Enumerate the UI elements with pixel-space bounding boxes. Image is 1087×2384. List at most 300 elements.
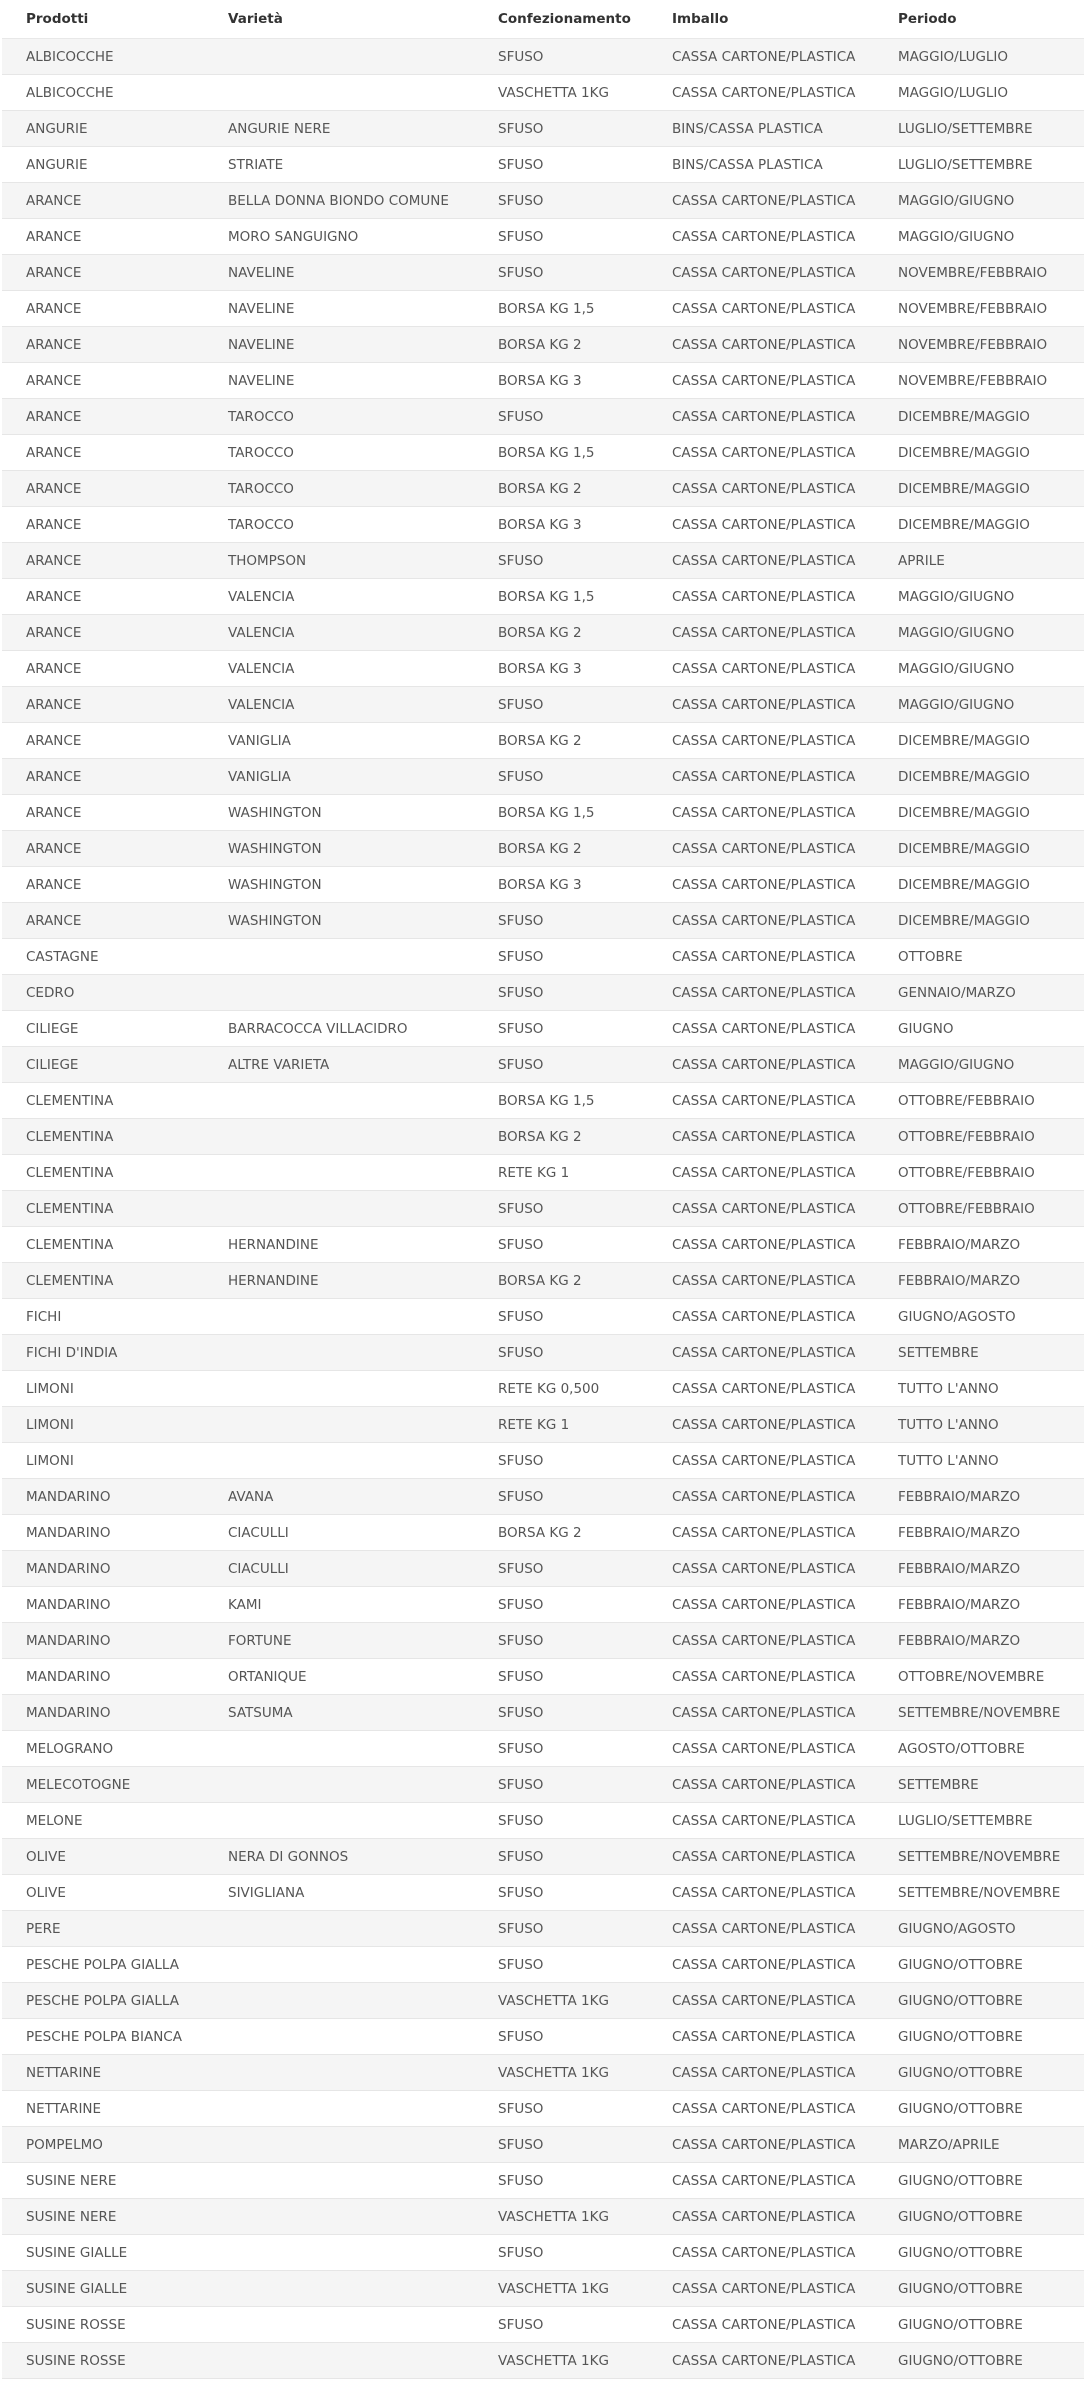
cell-periodo: SETTEMBRE/NOVEMBRE	[874, 1839, 1084, 1875]
cell-prodotto: ARANCE	[2, 399, 204, 435]
cell-varieta	[204, 2271, 474, 2307]
table-row	[2, 255, 1084, 291]
table-row	[2, 1803, 1084, 1839]
cell-imballo: CASSA CARTONE/PLASTICA	[648, 1479, 874, 1515]
table-row	[2, 507, 1084, 543]
cell-varieta	[204, 2343, 474, 2379]
cell-imballo: CASSA CARTONE/PLASTICA	[648, 831, 874, 867]
cell-varieta: VANIGLIA	[204, 723, 474, 759]
table-row	[2, 579, 1084, 615]
cell-imballo: CASSA CARTONE/PLASTICA	[648, 507, 874, 543]
cell-periodo: DICEMBRE/MAGGIO	[874, 435, 1084, 471]
cell-varieta: TAROCCO	[204, 435, 474, 471]
table-row	[2, 2163, 1084, 2199]
cell-varieta: BELLA DONNA BIONDO COMUNE	[204, 183, 474, 219]
cell-imballo: BINS/CASSA PLASTICA	[648, 111, 874, 147]
cell-periodo: FEBBRAIO/MARZO	[874, 1515, 1084, 1551]
cell-varieta	[204, 1731, 474, 1767]
cell-confezionamento: VASCHETTA 1KG	[474, 2271, 648, 2307]
cell-imballo: CASSA CARTONE/PLASTICA	[648, 1983, 874, 2019]
cell-confezionamento: BORSA KG 2	[474, 615, 648, 651]
cell-periodo: DICEMBRE/MAGGIO	[874, 471, 1084, 507]
table-row	[2, 399, 1084, 435]
cell-varieta: WASHINGTON	[204, 795, 474, 831]
cell-periodo: GIUGNO/OTTOBRE	[874, 2307, 1084, 2343]
cell-confezionamento: SFUSO	[474, 1731, 648, 1767]
table-row	[2, 219, 1084, 255]
cell-varieta: AVANA	[204, 1479, 474, 1515]
table-row	[2, 975, 1084, 1011]
cell-varieta	[204, 1911, 474, 1947]
cell-imballo: CASSA CARTONE/PLASTICA	[648, 759, 874, 795]
products-table	[2, 0, 1084, 2379]
cell-confezionamento: SFUSO	[474, 2091, 648, 2127]
cell-periodo: LUGLIO/SETTEMBRE	[874, 111, 1084, 147]
cell-prodotto: ARANCE	[2, 507, 204, 543]
column-header-varieta: Varietà	[204, 0, 474, 39]
cell-periodo: DICEMBRE/MAGGIO	[874, 507, 1084, 543]
cell-varieta	[204, 1119, 474, 1155]
cell-prodotto: ARANCE	[2, 183, 204, 219]
cell-periodo: DICEMBRE/MAGGIO	[874, 831, 1084, 867]
cell-confezionamento: VASCHETTA 1KG	[474, 75, 648, 111]
cell-periodo: GIUGNO/OTTOBRE	[874, 2271, 1084, 2307]
table-row	[2, 1155, 1084, 1191]
cell-varieta: VALENCIA	[204, 579, 474, 615]
cell-prodotto: MANDARINO	[2, 1515, 204, 1551]
cell-imballo: CASSA CARTONE/PLASTICA	[648, 1767, 874, 1803]
table-row	[2, 1911, 1084, 1947]
table-row	[2, 1875, 1084, 1911]
cell-prodotto: CLEMENTINA	[2, 1155, 204, 1191]
cell-imballo: CASSA CARTONE/PLASTICA	[648, 39, 874, 75]
cell-imballo: CASSA CARTONE/PLASTICA	[648, 399, 874, 435]
cell-prodotto: ANGURIE	[2, 111, 204, 147]
cell-confezionamento: BORSA KG 1,5	[474, 435, 648, 471]
cell-confezionamento: BORSA KG 1,5	[474, 795, 648, 831]
table-row	[2, 1083, 1084, 1119]
cell-varieta: NAVELINE	[204, 291, 474, 327]
cell-confezionamento: BORSA KG 2	[474, 831, 648, 867]
table-row	[2, 111, 1084, 147]
cell-confezionamento: BORSA KG 3	[474, 363, 648, 399]
cell-periodo: SETTEMBRE/NOVEMBRE	[874, 1695, 1084, 1731]
cell-varieta: BARRACOCCA VILLACIDRO	[204, 1011, 474, 1047]
cell-confezionamento: SFUSO	[474, 1875, 648, 1911]
cell-varieta: VALENCIA	[204, 687, 474, 723]
cell-prodotto: ARANCE	[2, 471, 204, 507]
cell-confezionamento: SFUSO	[474, 1299, 648, 1335]
table-row	[2, 1767, 1084, 1803]
table-row	[2, 2127, 1084, 2163]
cell-confezionamento: SFUSO	[474, 1803, 648, 1839]
cell-imballo: CASSA CARTONE/PLASTICA	[648, 2235, 874, 2271]
cell-imballo: CASSA CARTONE/PLASTICA	[648, 1695, 874, 1731]
cell-imballo: CASSA CARTONE/PLASTICA	[648, 435, 874, 471]
cell-prodotto: NETTARINE	[2, 2055, 204, 2091]
cell-periodo: MAGGIO/GIUGNO	[874, 579, 1084, 615]
cell-confezionamento: VASCHETTA 1KG	[474, 2199, 648, 2235]
cell-imballo: CASSA CARTONE/PLASTICA	[648, 579, 874, 615]
table-row	[2, 723, 1084, 759]
cell-imballo: CASSA CARTONE/PLASTICA	[648, 1047, 874, 1083]
cell-periodo: OTTOBRE	[874, 939, 1084, 975]
cell-varieta: WASHINGTON	[204, 903, 474, 939]
cell-confezionamento: SFUSO	[474, 1047, 648, 1083]
cell-periodo: GIUGNO/AGOSTO	[874, 1911, 1084, 1947]
cell-varieta: CIACULLI	[204, 1551, 474, 1587]
table-row	[2, 2019, 1084, 2055]
cell-confezionamento: BORSA KG 2	[474, 1263, 648, 1299]
cell-prodotto: ARANCE	[2, 759, 204, 795]
cell-imballo: CASSA CARTONE/PLASTICA	[648, 867, 874, 903]
cell-varieta	[204, 1083, 474, 1119]
cell-imballo: CASSA CARTONE/PLASTICA	[648, 1551, 874, 1587]
cell-periodo: APRILE	[874, 543, 1084, 579]
cell-varieta	[204, 1767, 474, 1803]
cell-periodo: TUTTO L'ANNO	[874, 1371, 1084, 1407]
cell-varieta: VALENCIA	[204, 651, 474, 687]
cell-periodo: NOVEMBRE/FEBBRAIO	[874, 363, 1084, 399]
cell-imballo: CASSA CARTONE/PLASTICA	[648, 2307, 874, 2343]
table-row	[2, 651, 1084, 687]
cell-periodo: NOVEMBRE/FEBBRAIO	[874, 255, 1084, 291]
cell-prodotto: ARANCE	[2, 867, 204, 903]
cell-confezionamento: VASCHETTA 1KG	[474, 2055, 648, 2091]
cell-confezionamento: SFUSO	[474, 1695, 648, 1731]
cell-imballo: CASSA CARTONE/PLASTICA	[648, 1875, 874, 1911]
cell-varieta	[204, 1803, 474, 1839]
table-row	[2, 795, 1084, 831]
cell-imballo: CASSA CARTONE/PLASTICA	[648, 1191, 874, 1227]
cell-periodo: MAGGIO/GIUGNO	[874, 219, 1084, 255]
cell-imballo: CASSA CARTONE/PLASTICA	[648, 2163, 874, 2199]
cell-periodo: GIUGNO/OTTOBRE	[874, 2343, 1084, 2379]
cell-imballo: CASSA CARTONE/PLASTICA	[648, 219, 874, 255]
cell-prodotto: CLEMENTINA	[2, 1119, 204, 1155]
cell-periodo: DICEMBRE/MAGGIO	[874, 903, 1084, 939]
cell-prodotto: CILIEGE	[2, 1011, 204, 1047]
cell-prodotto: CLEMENTINA	[2, 1083, 204, 1119]
cell-periodo: GIUGNO/OTTOBRE	[874, 2235, 1084, 2271]
table-row	[2, 1263, 1084, 1299]
cell-periodo: MARZO/APRILE	[874, 2127, 1084, 2163]
cell-varieta	[204, 1191, 474, 1227]
cell-confezionamento: BORSA KG 1,5	[474, 291, 648, 327]
cell-imballo: CASSA CARTONE/PLASTICA	[648, 2091, 874, 2127]
cell-prodotto: FICHI D'INDIA	[2, 1335, 204, 1371]
cell-periodo: LUGLIO/SETTEMBRE	[874, 1803, 1084, 1839]
table-row	[2, 1839, 1084, 1875]
cell-prodotto: ARANCE	[2, 903, 204, 939]
table-body	[2, 39, 1084, 2379]
cell-varieta	[204, 1371, 474, 1407]
table-header	[2, 0, 1084, 39]
cell-varieta: NERA DI GONNOS	[204, 1839, 474, 1875]
cell-confezionamento: RETE KG 0,500	[474, 1371, 648, 1407]
cell-imballo: CASSA CARTONE/PLASTICA	[648, 903, 874, 939]
cell-varieta: ORTANIQUE	[204, 1659, 474, 1695]
cell-varieta: WASHINGTON	[204, 831, 474, 867]
cell-confezionamento: SFUSO	[474, 1011, 648, 1047]
column-header-periodo: Periodo	[874, 0, 1084, 39]
table-row	[2, 1695, 1084, 1731]
cell-varieta: SIVIGLIANA	[204, 1875, 474, 1911]
cell-varieta: STRIATE	[204, 147, 474, 183]
cell-imballo: CASSA CARTONE/PLASTICA	[648, 2199, 874, 2235]
cell-prodotto: POMPELMO	[2, 2127, 204, 2163]
cell-confezionamento: SFUSO	[474, 219, 648, 255]
cell-confezionamento: BORSA KG 2	[474, 327, 648, 363]
table-row	[2, 1335, 1084, 1371]
cell-confezionamento: SFUSO	[474, 111, 648, 147]
table-row	[2, 543, 1084, 579]
cell-varieta	[204, 1407, 474, 1443]
cell-prodotto: MANDARINO	[2, 1623, 204, 1659]
cell-varieta: VANIGLIA	[204, 759, 474, 795]
table-row	[2, 2055, 1084, 2091]
cell-confezionamento: BORSA KG 3	[474, 507, 648, 543]
cell-prodotto: ARANCE	[2, 435, 204, 471]
cell-varieta	[204, 2307, 474, 2343]
table-row	[2, 147, 1084, 183]
cell-imballo: CASSA CARTONE/PLASTICA	[648, 471, 874, 507]
cell-prodotto: PESCHE POLPA GIALLA	[2, 1947, 204, 1983]
cell-varieta	[204, 39, 474, 75]
cell-periodo: MAGGIO/GIUGNO	[874, 1047, 1084, 1083]
cell-prodotto: ALBICOCCHE	[2, 39, 204, 75]
cell-varieta	[204, 1983, 474, 2019]
cell-prodotto: PESCHE POLPA GIALLA	[2, 1983, 204, 2019]
cell-prodotto: LIMONI	[2, 1371, 204, 1407]
cell-imballo: CASSA CARTONE/PLASTICA	[648, 723, 874, 759]
cell-periodo: NOVEMBRE/FEBBRAIO	[874, 291, 1084, 327]
column-header-confezionamento: Confezionamento	[474, 0, 648, 39]
cell-prodotto: MANDARINO	[2, 1587, 204, 1623]
header-row	[2, 0, 1084, 39]
cell-imballo: CASSA CARTONE/PLASTICA	[648, 651, 874, 687]
cell-prodotto: SUSINE GIALLE	[2, 2271, 204, 2307]
cell-varieta	[204, 1335, 474, 1371]
cell-confezionamento: BORSA KG 1,5	[474, 579, 648, 615]
cell-periodo: SETTEMBRE	[874, 1335, 1084, 1371]
cell-periodo: MAGGIO/GIUGNO	[874, 615, 1084, 651]
cell-periodo: NOVEMBRE/FEBBRAIO	[874, 327, 1084, 363]
cell-varieta	[204, 975, 474, 1011]
cell-varieta: VALENCIA	[204, 615, 474, 651]
table-row	[2, 759, 1084, 795]
cell-imballo: CASSA CARTONE/PLASTICA	[648, 939, 874, 975]
cell-imballo: CASSA CARTONE/PLASTICA	[648, 1227, 874, 1263]
cell-prodotto: ARANCE	[2, 723, 204, 759]
cell-periodo: GIUGNO/OTTOBRE	[874, 2091, 1084, 2127]
cell-prodotto: LIMONI	[2, 1407, 204, 1443]
cell-periodo: OTTOBRE/NOVEMBRE	[874, 1659, 1084, 1695]
cell-imballo: CASSA CARTONE/PLASTICA	[648, 1083, 874, 1119]
cell-varieta: NAVELINE	[204, 327, 474, 363]
cell-prodotto: SUSINE NERE	[2, 2199, 204, 2235]
table-row	[2, 2235, 1084, 2271]
cell-periodo: GIUGNO	[874, 1011, 1084, 1047]
cell-prodotto: CEDRO	[2, 975, 204, 1011]
cell-prodotto: CASTAGNE	[2, 939, 204, 975]
cell-imballo: CASSA CARTONE/PLASTICA	[648, 795, 874, 831]
cell-varieta	[204, 1155, 474, 1191]
cell-prodotto: ARANCE	[2, 543, 204, 579]
cell-periodo: AGOSTO/OTTOBRE	[874, 1731, 1084, 1767]
cell-confezionamento: SFUSO	[474, 147, 648, 183]
table-row	[2, 1119, 1084, 1155]
cell-confezionamento: VASCHETTA 1KG	[474, 2343, 648, 2379]
table-row	[2, 1551, 1084, 1587]
cell-periodo: OTTOBRE/FEBBRAIO	[874, 1119, 1084, 1155]
cell-confezionamento: RETE KG 1	[474, 1155, 648, 1191]
cell-periodo: GIUGNO/OTTOBRE	[874, 2163, 1084, 2199]
table-row	[2, 327, 1084, 363]
cell-periodo: GENNAIO/MARZO	[874, 975, 1084, 1011]
cell-varieta: TAROCCO	[204, 471, 474, 507]
cell-confezionamento: SFUSO	[474, 2019, 648, 2055]
cell-periodo: OTTOBRE/FEBBRAIO	[874, 1155, 1084, 1191]
cell-confezionamento: SFUSO	[474, 1659, 648, 1695]
cell-varieta	[204, 2127, 474, 2163]
cell-prodotto: SUSINE ROSSE	[2, 2343, 204, 2379]
cell-prodotto: ARANCE	[2, 687, 204, 723]
table-row	[2, 363, 1084, 399]
table-row	[2, 1299, 1084, 1335]
cell-prodotto: MELECOTOGNE	[2, 1767, 204, 1803]
cell-prodotto: ARANCE	[2, 219, 204, 255]
cell-varieta: NAVELINE	[204, 363, 474, 399]
cell-imballo: CASSA CARTONE/PLASTICA	[648, 1011, 874, 1047]
cell-varieta: HERNANDINE	[204, 1227, 474, 1263]
cell-prodotto: MANDARINO	[2, 1695, 204, 1731]
cell-imballo: CASSA CARTONE/PLASTICA	[648, 1443, 874, 1479]
cell-prodotto: ARANCE	[2, 327, 204, 363]
table-row	[2, 615, 1084, 651]
cell-prodotto: ARANCE	[2, 615, 204, 651]
cell-periodo: SETTEMBRE/NOVEMBRE	[874, 1875, 1084, 1911]
cell-confezionamento: BORSA KG 1,5	[474, 1083, 648, 1119]
cell-confezionamento: SFUSO	[474, 2127, 648, 2163]
cell-confezionamento: SFUSO	[474, 1191, 648, 1227]
cell-varieta	[204, 1443, 474, 1479]
cell-periodo: FEBBRAIO/MARZO	[874, 1479, 1084, 1515]
cell-prodotto: SUSINE NERE	[2, 2163, 204, 2199]
cell-imballo: CASSA CARTONE/PLASTICA	[648, 75, 874, 111]
cell-periodo: DICEMBRE/MAGGIO	[874, 723, 1084, 759]
cell-prodotto: MELOGRANO	[2, 1731, 204, 1767]
cell-varieta: THOMPSON	[204, 543, 474, 579]
cell-confezionamento: RETE KG 1	[474, 1407, 648, 1443]
cell-periodo: FEBBRAIO/MARZO	[874, 1263, 1084, 1299]
cell-imballo: CASSA CARTONE/PLASTICA	[648, 2055, 874, 2091]
cell-confezionamento: SFUSO	[474, 39, 648, 75]
cell-periodo: OTTOBRE/FEBBRAIO	[874, 1083, 1084, 1119]
cell-varieta: FORTUNE	[204, 1623, 474, 1659]
cell-prodotto: PESCHE POLPA BIANCA	[2, 2019, 204, 2055]
cell-imballo: CASSA CARTONE/PLASTICA	[648, 2343, 874, 2379]
cell-confezionamento: VASCHETTA 1KG	[474, 1983, 648, 2019]
cell-imballo: BINS/CASSA PLASTICA	[648, 147, 874, 183]
cell-imballo: CASSA CARTONE/PLASTICA	[648, 183, 874, 219]
cell-varieta	[204, 2091, 474, 2127]
cell-confezionamento: SFUSO	[474, 975, 648, 1011]
cell-varieta: ANGURIE NERE	[204, 111, 474, 147]
cell-prodotto: OLIVE	[2, 1875, 204, 1911]
cell-periodo: LUGLIO/SETTEMBRE	[874, 147, 1084, 183]
table-row	[2, 1011, 1084, 1047]
cell-imballo: CASSA CARTONE/PLASTICA	[648, 2127, 874, 2163]
cell-confezionamento: BORSA KG 2	[474, 1515, 648, 1551]
cell-varieta	[204, 2199, 474, 2235]
cell-confezionamento: SFUSO	[474, 543, 648, 579]
cell-imballo: CASSA CARTONE/PLASTICA	[648, 1515, 874, 1551]
cell-confezionamento: BORSA KG 2	[474, 471, 648, 507]
cell-periodo: DICEMBRE/MAGGIO	[874, 867, 1084, 903]
cell-varieta: TAROCCO	[204, 507, 474, 543]
table-row	[2, 2343, 1084, 2379]
cell-periodo: GIUGNO/OTTOBRE	[874, 2055, 1084, 2091]
cell-varieta	[204, 2235, 474, 2271]
cell-imballo: CASSA CARTONE/PLASTICA	[648, 1659, 874, 1695]
cell-confezionamento: SFUSO	[474, 1227, 648, 1263]
table-row	[2, 1407, 1084, 1443]
cell-prodotto: SUSINE ROSSE	[2, 2307, 204, 2343]
cell-prodotto: ARANCE	[2, 831, 204, 867]
cell-varieta	[204, 2163, 474, 2199]
cell-varieta: MORO SANGUIGNO	[204, 219, 474, 255]
cell-varieta: SATSUMA	[204, 1695, 474, 1731]
cell-periodo: MAGGIO/LUGLIO	[874, 75, 1084, 111]
cell-periodo: MAGGIO/GIUGNO	[874, 183, 1084, 219]
cell-periodo: MAGGIO/GIUGNO	[874, 651, 1084, 687]
cell-confezionamento: SFUSO	[474, 1479, 648, 1515]
table-row	[2, 2307, 1084, 2343]
cell-confezionamento: SFUSO	[474, 2163, 648, 2199]
cell-varieta	[204, 2019, 474, 2055]
cell-confezionamento: SFUSO	[474, 903, 648, 939]
cell-prodotto: ARANCE	[2, 255, 204, 291]
cell-imballo: CASSA CARTONE/PLASTICA	[648, 1371, 874, 1407]
cell-varieta	[204, 1299, 474, 1335]
cell-imballo: CASSA CARTONE/PLASTICA	[648, 1839, 874, 1875]
cell-prodotto: NETTARINE	[2, 2091, 204, 2127]
table-row	[2, 2199, 1084, 2235]
cell-periodo: FEBBRAIO/MARZO	[874, 1227, 1084, 1263]
table-row	[2, 2271, 1084, 2307]
cell-varieta: TAROCCO	[204, 399, 474, 435]
table-row	[2, 291, 1084, 327]
cell-imballo: CASSA CARTONE/PLASTICA	[648, 291, 874, 327]
table-row	[2, 867, 1084, 903]
table-row	[2, 1947, 1084, 1983]
cell-imballo: CASSA CARTONE/PLASTICA	[648, 1155, 874, 1191]
cell-periodo: GIUGNO/OTTOBRE	[874, 2199, 1084, 2235]
cell-prodotto: LIMONI	[2, 1443, 204, 1479]
table-row	[2, 435, 1084, 471]
table-row	[2, 1479, 1084, 1515]
cell-imballo: CASSA CARTONE/PLASTICA	[648, 1947, 874, 1983]
cell-confezionamento: BORSA KG 2	[474, 1119, 648, 1155]
cell-prodotto: MANDARINO	[2, 1551, 204, 1587]
table-row	[2, 1191, 1084, 1227]
cell-prodotto: CLEMENTINA	[2, 1263, 204, 1299]
cell-periodo: SETTEMBRE	[874, 1767, 1084, 1803]
cell-confezionamento: SFUSO	[474, 759, 648, 795]
cell-prodotto: ALBICOCCHE	[2, 75, 204, 111]
cell-varieta: NAVELINE	[204, 255, 474, 291]
